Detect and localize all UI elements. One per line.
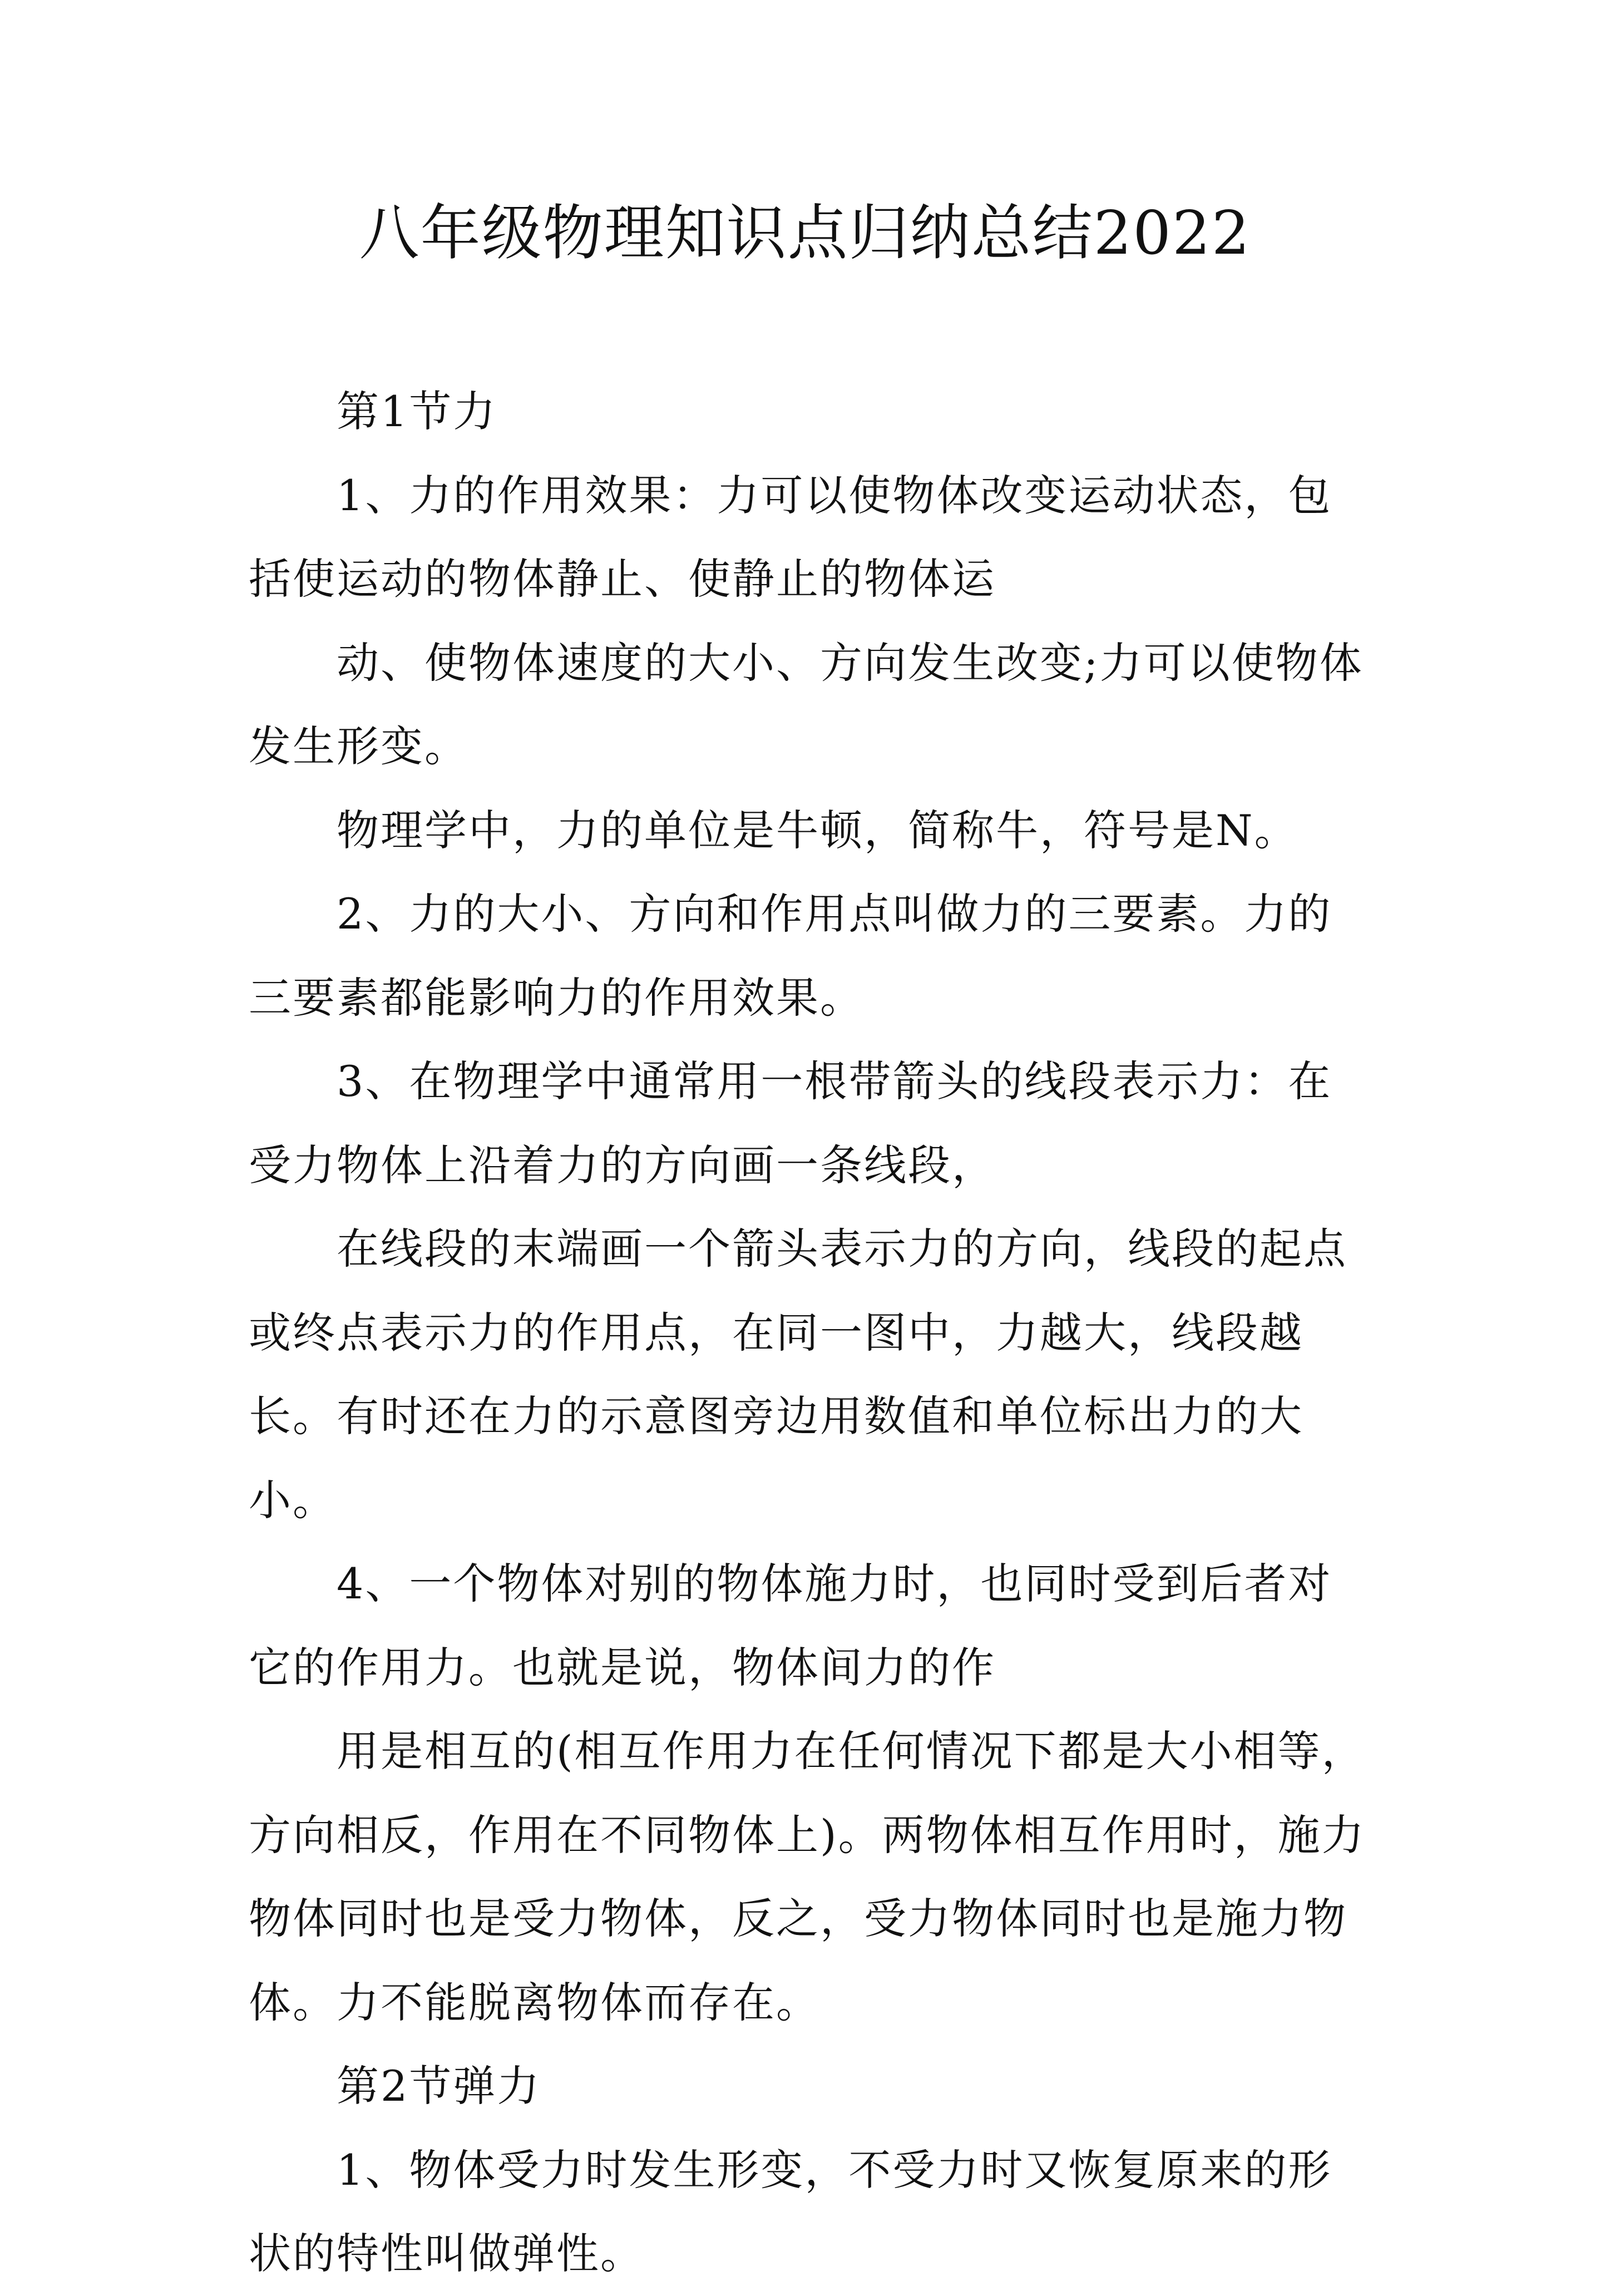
paragraph: 1、力的作用效果：力可以使物体改变运动状态，包括使运动的物体静止、使静止的物体运	[249, 470, 1332, 604]
paragraph: 1、物体受力时发生形变，不受力时又恢复原来的形状的特性叫做弹性。	[249, 2145, 1332, 2278]
paragraph: 用是相互的(相互作用力在任何情况下都是大小相等，方向相反，作用在不同物体上)。两物体相互作用时，施力物体同时也是受力物体，反之，受力物体同时也是施力物体。力不能脱离物体而存在。	[249, 1726, 1366, 2027]
paragraph: 3、在物理学中通常用一根带箭头的线段表示力：在受力物体上沿着力的方向画一条线段，	[249, 1056, 1332, 1190]
paragraph: 在线段的末端画一个箭头表示力的方向，线段的起点或终点表示力的作用点，在同一图中，力越大，线段越长。有时还在力的示意图旁边用数值和单位标出力的大小。	[249, 1224, 1347, 1525]
paragraph: 物理学中，力的单位是牛顿，简称牛，符号是N。	[337, 805, 1298, 855]
document-body	[249, 370, 1372, 2296]
paragraph: 动、使物体速度的大小、方向发生改变;力可以使物体发生形变。	[249, 638, 1364, 771]
document-title: 八年级物理知识点归纳总结2022	[359, 199, 1251, 268]
paragraph: 4、一个物体对别的物体施力时，也同时受到后者对它的作用力。也就是说，物体间力的作	[249, 1559, 1332, 1692]
section-heading: 第2节弹力	[337, 2061, 541, 2111]
section-heading: 第1节力	[337, 387, 497, 436]
paragraph: 2、力的大小、方向和作用点叫做力的三要素。力的三要素都能影响力的作用效果。	[249, 889, 1332, 1023]
